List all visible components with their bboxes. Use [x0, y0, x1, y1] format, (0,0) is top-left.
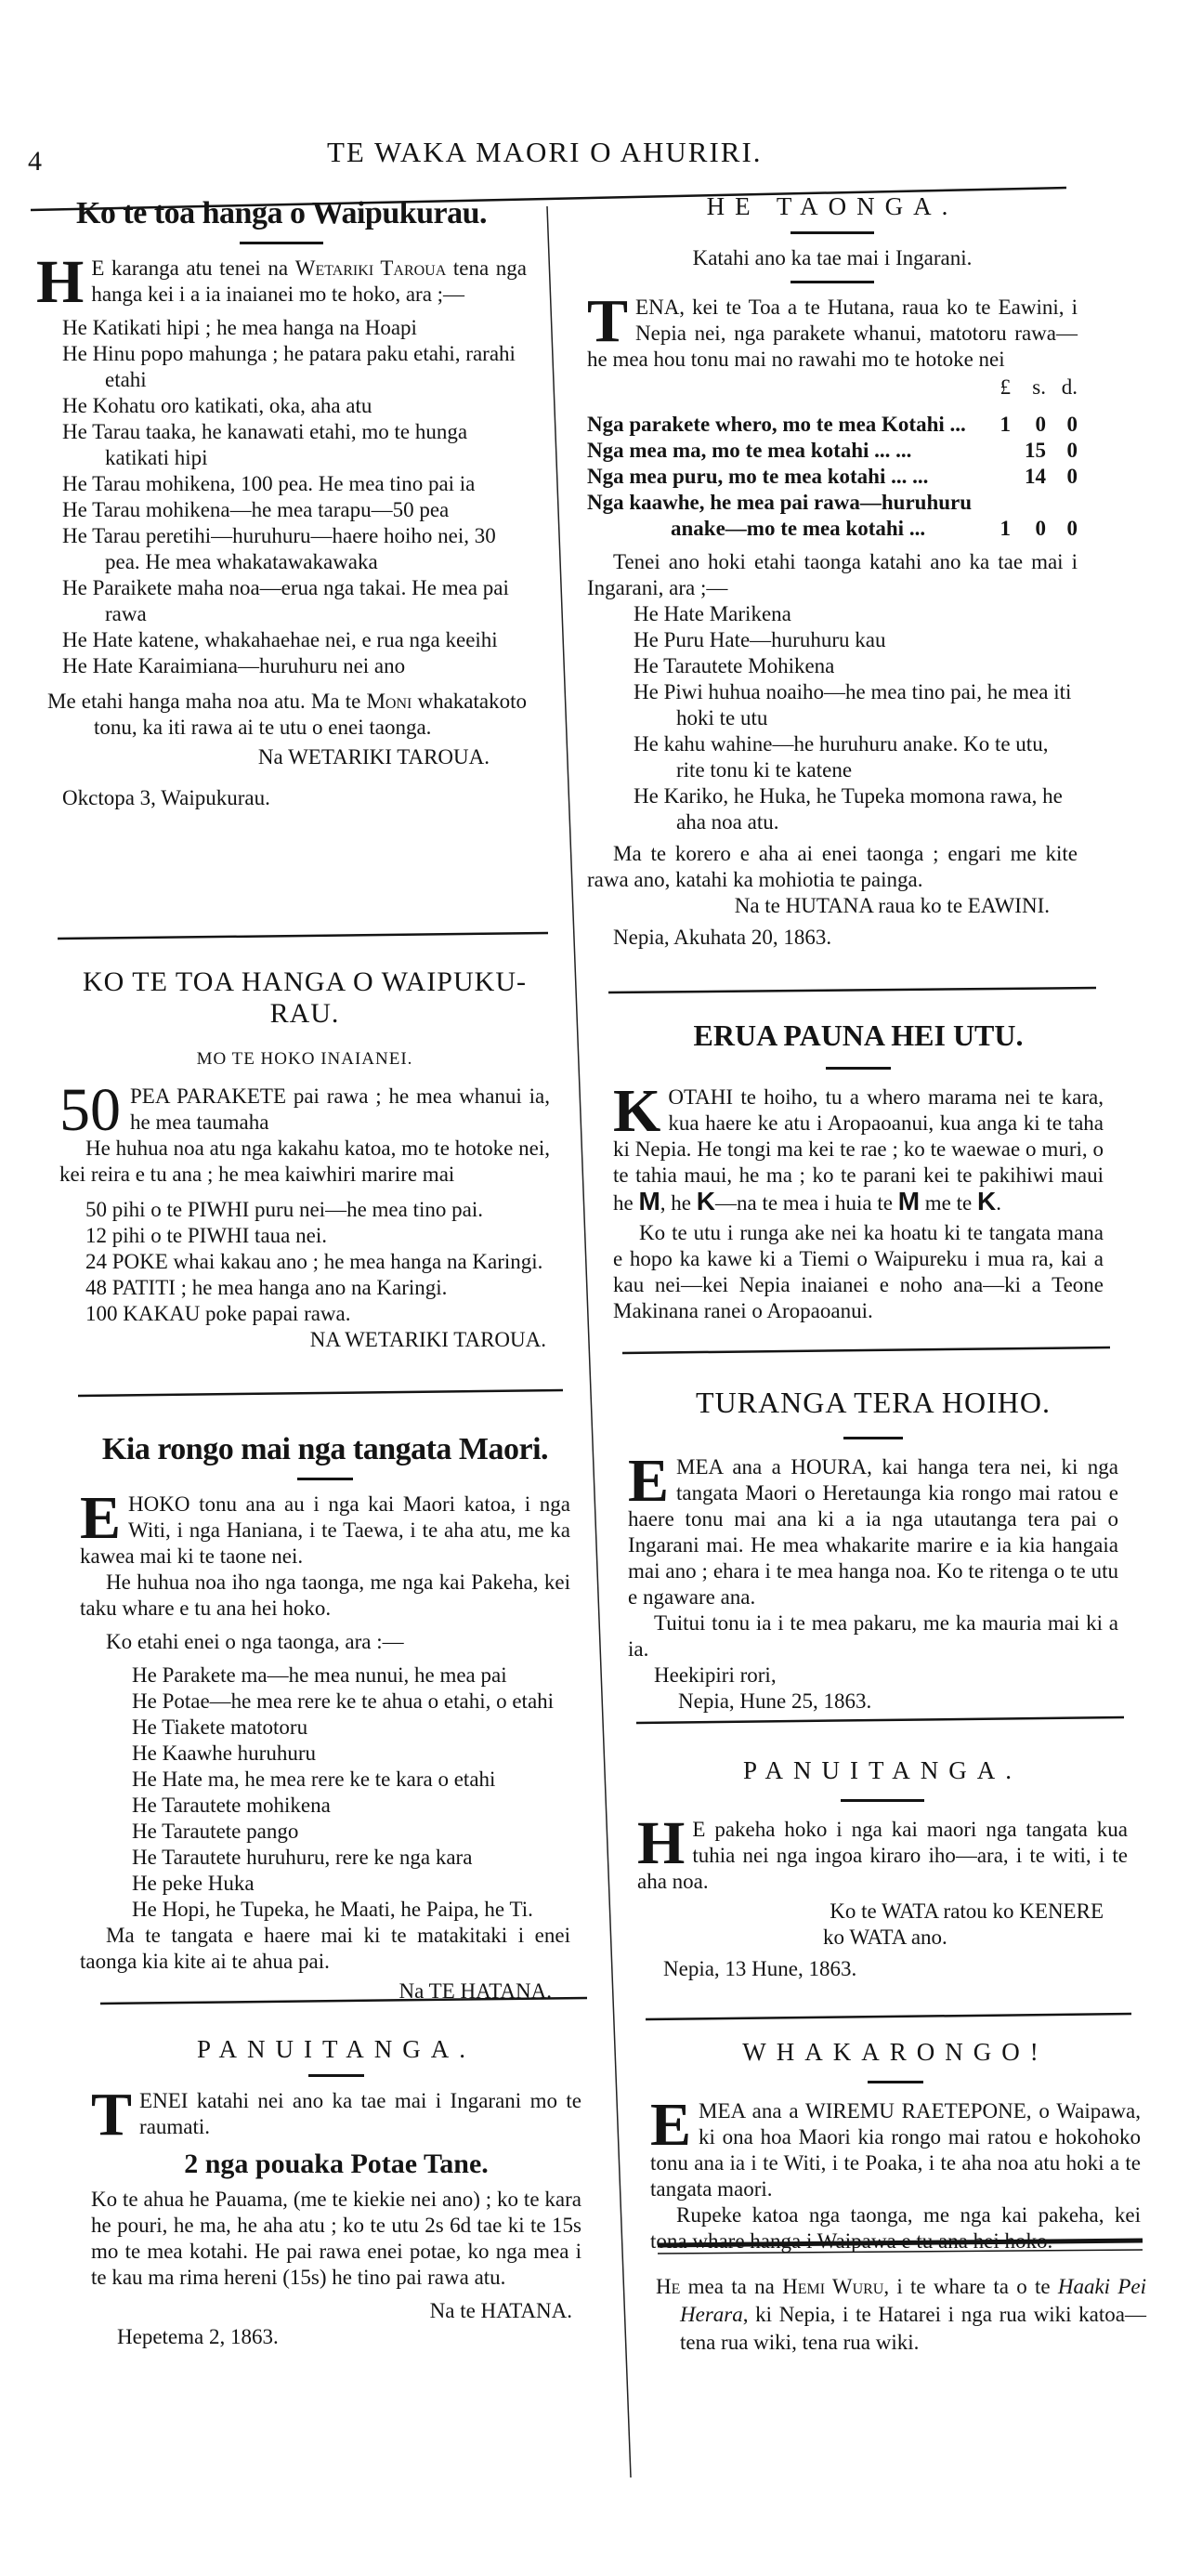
- paragraph: He huhua noa atu nga kakahu katoa, mo te hotoke nei, kei reira e tu ana ; he mea kaiwhiri marire mai: [59, 1137, 550, 1186]
- signer-place-date: Nepia, Hune 25, 1863.: [678, 1689, 872, 1713]
- signature: NA WETARIKI TAROUA.: [309, 1328, 546, 1351]
- paragraph: Ko te utu i runga ake nei ka hoatu ki te tangata mana e hopo ka kawe ki a Tiemi o Waipureku i mua ra, kai a kau nei—kei Nepia inaianei e noho ana—ki a Teone Makinana ranei o Aropaoanui.: [613, 1221, 1104, 1322]
- ad-toa-hanga-waipukurau-caps: [59, 966, 550, 1353]
- section-rule: [622, 1347, 1110, 1353]
- signature: Na TE HATANA.: [399, 1979, 552, 2003]
- dateline: Hepetema 2, 1863.: [117, 2325, 279, 2348]
- intro-paragraph: TENA, kei te Toa a te Hutana, raua ko te Eawini, i Nepia nei, nga parakete whanui, matotoru rawa—he mea hou tonu mai no rawahi mo te hotoke nei: [587, 287, 1078, 371]
- list-item: 48 PATITI ; he mea hanga ano na Karingi.: [85, 1276, 448, 1299]
- list-item: He Parakete ma—he mea nunui, he mea pai: [132, 1663, 507, 1687]
- paragraph: He huhua noa iho nga taonga, me nga kai Pakeha, kei taku whare e tu ana hei hoko.: [80, 1571, 570, 1620]
- col-shillings: s.: [1032, 375, 1046, 399]
- section-rule: [646, 2014, 1131, 2019]
- title-rule: [843, 1437, 903, 1439]
- merchant-name: Wetariki Taroua: [294, 256, 447, 280]
- paragraph: Tenei ano hoki etahi taonga katahi ano ka tae mai i Ingarani, ara ;—: [587, 550, 1078, 599]
- goods-list: [36, 315, 527, 679]
- headline: PANUITANGA.: [196, 2035, 477, 2063]
- ad-erua-pauna: [613, 1017, 1104, 1324]
- goods-list: [587, 601, 1078, 835]
- page-number: 4: [28, 146, 42, 177]
- intro-paragraph: EMEA ana a HOURA, kai hanga tera nei, ki nga tangata Maori o Heretaunga kia rongo mai ratou e haere tonu mai ana ki a ia nga utautanga tera pai o Ingarani mai. He mea whakarite marire e ia kia hangaia mai ano ; ehara i te mea hanga noa. Ko te ritenga o te utu e ngaware ana.: [628, 1447, 1118, 1609]
- list-item: 50 pihi o te PIWHI puru nei—he mea tino pai.: [85, 1198, 483, 1221]
- signature: Na te HATANA.: [429, 2299, 572, 2322]
- section-rule: [78, 1390, 563, 1396]
- dateline: Okctopa 3, Waipukurau.: [62, 786, 270, 809]
- section-rule: [608, 988, 1096, 992]
- title-rule: [841, 1799, 924, 1802]
- intro-paragraph: 50 PEA PARAKETE pai rawa ; he mea whanui ia, he mea taumaha: [59, 1076, 550, 1144]
- headline: Kia rongo mai nga tangata Maori.: [101, 1432, 549, 1466]
- brand-m-icon: M: [638, 1187, 660, 1216]
- title-rule: [826, 1067, 891, 1070]
- list-item: He Hate ma, he mea rere ke te kara o etahi: [132, 1768, 496, 1791]
- list-item: He Kohatu oro katikati, oka, aha atu: [62, 394, 372, 417]
- price-label: Nga kaawhe, he mea pai rawa—huruhuru: [587, 491, 973, 514]
- price-label-cont: anake—mo te mea kotahi ...: [671, 517, 926, 540]
- list-item: He Katikati hipi ; he mea hanga na Hoapi: [62, 316, 417, 339]
- title-rule: [297, 1478, 353, 1480]
- headline-line-2: RAU.: [269, 998, 340, 1029]
- section-rule: [636, 1717, 1124, 1723]
- list-item: He Hate Karaimiana—huruhuru nei ano: [62, 654, 406, 677]
- col-pence: d.: [1061, 375, 1078, 399]
- drop-cap: H: [36, 248, 85, 316]
- title-rule: [308, 2074, 364, 2077]
- newspaper-name: Haaki Pei Herara: [680, 2275, 1146, 2326]
- ad-turanga-tera-hoiho: [628, 1385, 1118, 1715]
- brand-k-icon: K: [696, 1187, 715, 1216]
- ad-kia-rongo-mai: [80, 1431, 570, 2004]
- ad-panuitanga-wata: [637, 1755, 1128, 1982]
- drop-number: 50: [59, 1076, 121, 1144]
- headline: WHAKARONGO!: [742, 2038, 1049, 2066]
- intro-paragraph: EHOKO tonu ana au i nga kai Maori katoa, i nga Witi, i nga Haniana, i te Taewa, i te aha atu, me ka kawea mai ki te taone nei.: [80, 1484, 570, 1568]
- col-pounds: £: [1000, 375, 1011, 399]
- drop-cap: T: [91, 2081, 133, 2149]
- list-item: 100 KAKAU poke papai rawa.: [85, 1302, 351, 1325]
- goods-list: [80, 1663, 570, 1923]
- signature: Na te HUTANA raua ko te EAWINI.: [734, 894, 1050, 917]
- list-item: He Puru Hate—huruhuru kau: [634, 628, 886, 651]
- closing-paragraph: Me etahi hanga maha noa atu. Ma te Moni whakatakoto tonu, ka iti rawa ai te utu o enei taonga.: [47, 690, 527, 739]
- drop-cap: H: [637, 1809, 686, 1877]
- signature-line-1: Ko te WATA ratou ko KENERE: [830, 1899, 1104, 1923]
- list-item: He Tarau peretihi—huruhuru—haere hoiho nei, 30 pea. He mea whakatawakawaka: [62, 524, 496, 573]
- list-item: He Tarau taaka, he kanawati etahi, mo te hunga katikati hipi: [62, 420, 468, 469]
- paragraph: Ko te ahua he Pauama, (me te kiekie nei ano) ; ko te kara he pouri, he ma, he aha atu ; ko te utu 2s 6d tae ki te 15s mo te mea kotahi. He pai rawa enei potae, ko nga mea i te kau ma rima hereni (15s) he tino pai rawa atu.: [91, 2188, 581, 2289]
- list-item: He kahu wahine—he huruhuru anake. Ko te utu, rite tonu ki te katene: [634, 732, 1049, 782]
- title-rule: [240, 242, 323, 244]
- drop-cap: T: [587, 287, 629, 355]
- list-item: He Tiakete matotoru: [132, 1715, 308, 1739]
- list-item: He Potae—he mea rere ke te ahua o etahi, o etahi: [132, 1689, 555, 1713]
- list-item: He Kaawhe huruhuru: [132, 1741, 316, 1765]
- intro-paragraph: TENEI katahi nei ano ka tae mai i Ingarani mo te raumati.: [91, 2081, 581, 2149]
- dateline: Nepia, 13 Hune, 1863.: [663, 1957, 857, 1980]
- list-item: He Tarautete huruhuru, rere ke nga kara: [132, 1846, 473, 1869]
- list-item: He Hate Marikena: [634, 602, 791, 625]
- list-item: He Hopi, he Tupeka, he Maati, he Paipa, he Ti.: [132, 1898, 533, 1921]
- drop-cap: E: [628, 1447, 670, 1515]
- signer-name: Heekipiri rori,: [654, 1663, 777, 1687]
- intro-paragraph: KOTAHI te hoiho, tu a whero marama nei te kara, kua haere ke atu i Aropaoanui, kua anga ki te taha ki Nepia. He tongi ma kei te rae ; ko te waewae o muri, o te tahia maui, he ma ; ko te parani kei te pakihiwi maui he M, he K—na te mea i huia te M me te K.: [613, 1077, 1104, 1216]
- title-rule: [790, 281, 874, 283]
- drop-cap: K: [613, 1077, 661, 1145]
- newspaper-title: TE WAKA MAORI O AHURIRI.: [327, 136, 763, 168]
- paragraph: Ko etahi enei o nga taonga, ara :—: [106, 1630, 404, 1653]
- list-item: He Tarau mohikena—he mea tarapu—50 pea: [62, 498, 450, 521]
- headline: Ko te toa hanga o Waipukurau.: [75, 196, 488, 230]
- brand-k-icon: K: [976, 1187, 997, 1216]
- headline: PANUITANGA.: [742, 1756, 1023, 1784]
- paragraph: Tuitui tonu ia i te mea pakaru, me ka mauria mai ki a ia.: [628, 1611, 1118, 1661]
- list-item: He peke Huka: [132, 1872, 255, 1895]
- price-label: Nga mea ma, mo te mea kotahi ... ...: [587, 439, 912, 462]
- headline-line-1: KO TE TOA HANGA O WAIPUKU-: [83, 966, 527, 997]
- goods-list: [59, 1197, 550, 1327]
- price-label: Nga parakete whero, mo te mea Kotahi ...: [587, 413, 966, 436]
- imprint-text: He mea ta na Hemi Wuru, i te whare ta o te Haaki Pei Herara, ki Nepia, i te Hatarei i nga rua wiki katoa—tena rua wiki, tena rua wiki.: [656, 2275, 1146, 2354]
- price-label: Nga mea puru, mo te mea kotahi ... ...: [587, 465, 929, 488]
- ad-toa-hanga-waipukurau: [36, 195, 527, 811]
- list-item: He Hinu popo mahunga ; he patara paku etahi, rarahi etahi: [62, 342, 516, 391]
- list-item: He Tarautete pango: [132, 1820, 299, 1843]
- signature: Na WETARIKI TAROUA.: [257, 745, 490, 769]
- drop-cap: E: [650, 2091, 692, 2159]
- brand-m-icon: M: [897, 1187, 921, 1216]
- closing-paragraph: Ma te tangata e haere mai ki te matakitaki i enei taonga kia kite ai te ahua pai.: [80, 1924, 570, 1973]
- intro-paragraph: H E pakeha hoko i nga kai maori nga tangata kua tuhia nei nga ingoa kiraro iho—ara, i te witi, i te aha noa.: [637, 1809, 1128, 1893]
- ad-panuitanga-potae: [91, 2033, 581, 2350]
- ad-whakarongo: [650, 2036, 1141, 2254]
- list-item: He Paraikete maha noa—erua nga takai. He mea pai rawa: [62, 576, 509, 625]
- list-item: He Hate katene, whakahaehae nei, e rua nga keeihi: [62, 628, 498, 651]
- subtitle: Katahi ano ka tae mai i Ingarani.: [692, 246, 973, 269]
- headline: ERUA PAUNA HEI UTU.: [693, 1019, 1024, 1052]
- title-rule: [790, 231, 874, 234]
- subtitle: MO TE HOKO INAIANEI.: [196, 1049, 413, 1069]
- headline: TURANGA TERA HOIHO.: [696, 1386, 1051, 1419]
- paragraph: Rupeke katoa nga taonga, me nga kai pakeha, kei tona whare hanga i Waipawa e tu ana hei hoko.: [650, 2203, 1141, 2253]
- list-item: He Tarau mohikena, 100 pea. He mea tino pai ia: [62, 472, 476, 495]
- price-table: [587, 375, 1078, 401]
- price-rows: Nga parakete whero, mo te mea Kotahi ... 1 0 0 Nga mea ma, mo te mea kotahi ... ... 15 0 Nga mea puru, mo te mea kotahi ... ... 14 0 Nga kaawhe, he mea pai rawa—huruhuru anake—mo te mea kotahi ... 1 0 0: [587, 413, 1078, 540]
- ad-he-taonga: [587, 191, 1078, 951]
- signature-line-2: ko WATA ano.: [823, 1925, 947, 1949]
- subheading: 2 nga pouaka Potae Tane.: [184, 2149, 489, 2179]
- list-item: He Piwi huhua noaiho—he mea tino pai, he mea iti hoki te utu: [634, 680, 1072, 729]
- list-item: 24 POKE whai kakau ano ; he mea hanga na Karingi.: [85, 1250, 543, 1273]
- drop-cap: E: [80, 1484, 122, 1552]
- printer-imprint: [656, 2273, 1146, 2357]
- intro-paragraph: H E karanga atu tenei na Wetariki Taroua tena nga hanga kei i a ia inaianei mo te hoko, ara ;—: [36, 248, 528, 316]
- dateline: Nepia, Akuhata 20, 1863.: [613, 926, 832, 949]
- list-item: He Tarautete Mohikena: [634, 654, 835, 677]
- list-item: He Kariko, he Huka, he Tupeka momona rawa, he aha noa atu.: [634, 784, 1063, 834]
- list-item: 12 pihi o te PIWHI taua nei.: [85, 1224, 327, 1247]
- intro-paragraph: EMEA ana a WIREMU RAETEPONE, o Waipawa, ki ona hoa Maori kia rongo mai ratou e hokohoko tonu ana ia i te Witi, i te Poaka, i te aha noa atu hoki a te tangata maori.: [650, 2091, 1141, 2201]
- printer-name: Hemi Wuru: [782, 2275, 884, 2298]
- headline: HE TAONGA.: [706, 192, 959, 220]
- closing-paragraph: Ma te korero e aha ai enei taonga ; engari me kite rawa ano, katahi ka mohiotia te painga.: [587, 842, 1078, 891]
- title-rule: [868, 2081, 923, 2083]
- section-rule: [58, 933, 548, 939]
- list-item: He Tarautete mohikena: [132, 1794, 331, 1817]
